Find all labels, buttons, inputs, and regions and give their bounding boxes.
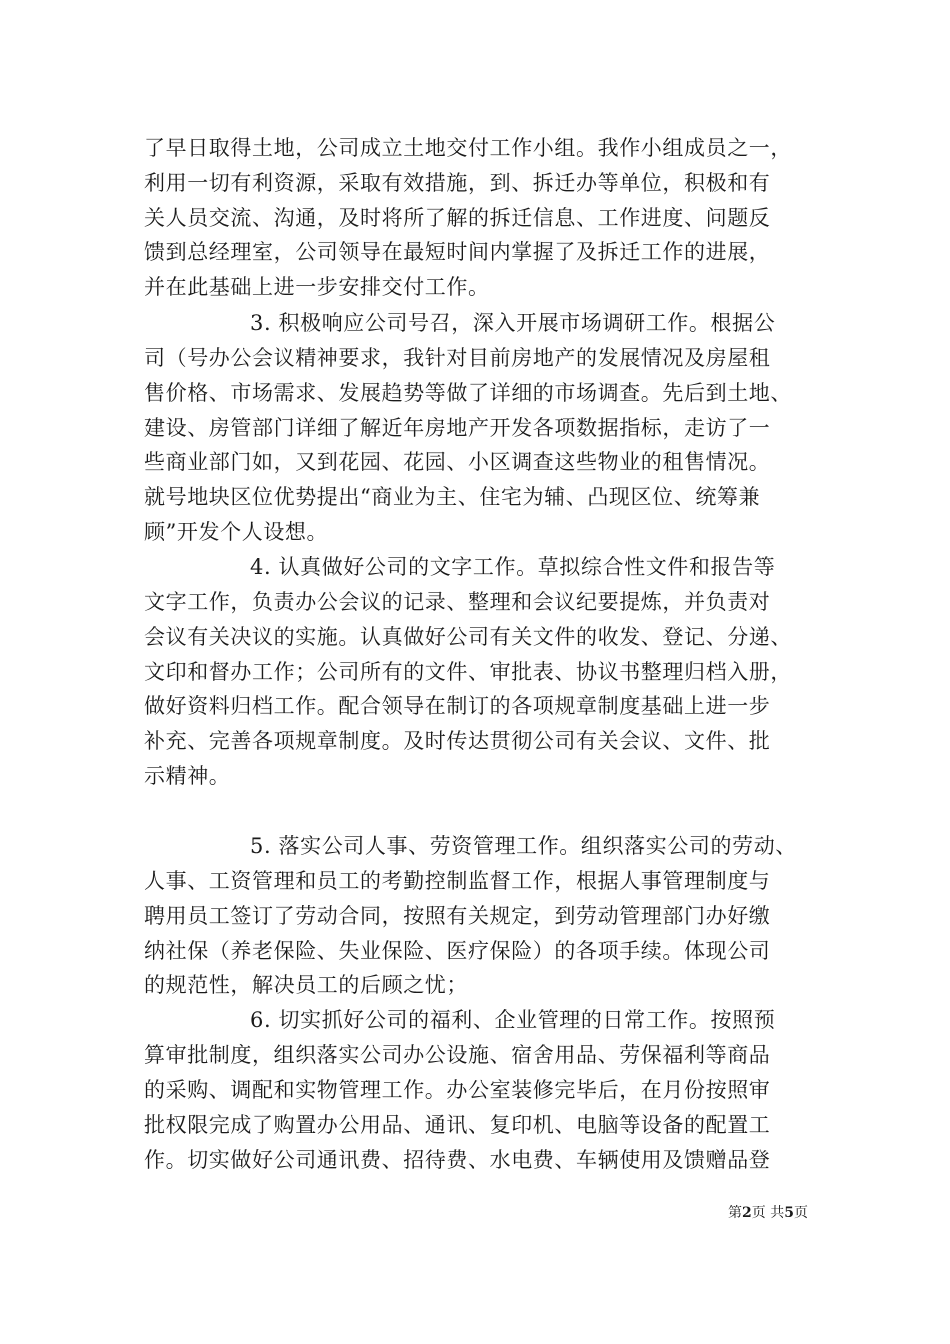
body-line: 批权限完成了购置办公用品、通讯、复印机、电脑等设备的配置工 xyxy=(144,1113,771,1137)
body-line: 人事、工资管理和员工的考勤控制监督工作，根据人事管理制度与 xyxy=(144,869,771,893)
section-3-heading-line: 3. 积极响应公司号召，深入开展市场调研工作。根据公 xyxy=(250,311,776,335)
footer-prefix: 第 xyxy=(728,1205,742,1221)
body-line: 些商业部门如，又到花园、花园、小区调查这些物业的租售情况。 xyxy=(144,450,771,474)
footer-suffix: 页 xyxy=(793,1205,808,1221)
body-line: 关人员交流、沟通，及时将所了解的拆迁信息、工作进度、问题反 xyxy=(144,206,771,230)
body-line: 做好资料归档工作。配合领导在制订的各项规章制度基础上进一步 xyxy=(144,694,771,718)
body-line: 会议有关决议的实施。认真做好公司有关文件的收发、登记、分递、 xyxy=(144,625,792,649)
body-line: 算审批制度，组织落实公司办公设施、宿舍用品、劳保福利等商品 xyxy=(144,1043,771,1067)
body-line: 司（号办公会议精神要求，我针对目前房地产的发展情况及房屋租 xyxy=(144,346,771,370)
body-line: 就号地块区位优势提出“商业为主、住宅为辅、凸现区位、统筹兼 xyxy=(144,485,761,509)
body-line: 作。切实做好公司通讯费、招待费、水电费、车辆使用及馈赠品登 xyxy=(144,1148,771,1172)
body-line: 了早日取得土地，公司成立土地交付工作小组。我作小组成员之一， xyxy=(144,136,792,160)
body-line: 文字工作，负责办公会议的记录、整理和会议纪要提炼，并负责对 xyxy=(144,590,771,614)
footer-total-pages: 5 xyxy=(784,1205,794,1221)
body-line: 顾”开发个人设想。 xyxy=(144,520,329,544)
body-line: 并在此基础上进一步安排交付工作。 xyxy=(144,275,490,299)
page-footer xyxy=(728,1204,808,1222)
section-5-heading-line: 5. 落实公司人事、劳资管理工作。组织落实公司的劳动、 xyxy=(250,834,797,858)
body-line: 的采购、调配和实物管理工作。办公室装修完毕后，在月份按照审 xyxy=(144,1078,771,1102)
body-line: 建设、房管部门详细了解近年房地产开发各项数据指标，走访了一 xyxy=(144,416,771,440)
body-line: 的规范性，解决员工的后顾之忧； xyxy=(144,973,468,997)
footer-page-number: 2 xyxy=(742,1205,752,1221)
body-line: 示精神。 xyxy=(144,764,231,788)
body-line: 售价格、市场需求、发展趋势等做了详细的市场调查。先后到土地、 xyxy=(144,381,792,405)
body-line: 补充、完善各项规章制度。及时传达贯彻公司有关会议、文件、批 xyxy=(144,729,771,753)
footer-middle: 页 共 xyxy=(751,1205,785,1221)
section-4-heading-line: 4. 认真做好公司的文字工作。草拟综合性文件和报告等 xyxy=(250,555,776,579)
section-6-heading-line: 6. 切实抓好公司的福利、企业管理的日常工作。按照预 xyxy=(250,1008,776,1032)
body-line: 纳社保（养老保险、失业保险、医疗保险）的各项手续。体现公司 xyxy=(144,939,771,963)
body-line: 聘用员工签订了劳动合同，按照有关规定，到劳动管理部门办好缴 xyxy=(144,904,771,928)
body-line: 馈到总经理室，公司领导在最短时间内掌握了及拆迁工作的进展， xyxy=(144,240,771,264)
body-line: 文印和督办工作；公司所有的文件、审批表、协议书整理归档入册， xyxy=(144,660,792,684)
body-line: 利用一切有利资源，采取有效措施，到、拆迁办等单位，积极和有 xyxy=(144,171,771,195)
